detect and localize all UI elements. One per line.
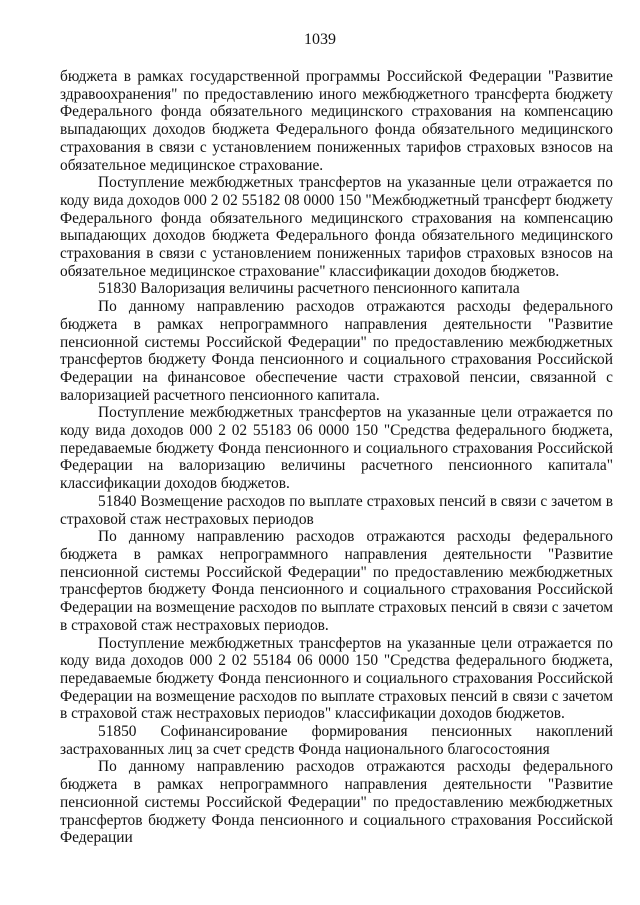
paragraph-revenue-55183: Поступление межбюджетных трансфертов на указанные цели отражается по коду вида доходов 000 2 02 55183 06 0000 150 "Средства федерального бюджета, передаваемые бюджету Фонда пенсионного и социального страхования Российской Федерации на валоризацию величины расчетного пенсионного капитала" классификации доходов бюджетов. <box>60 404 613 493</box>
paragraph-revenue-55182: Поступление межбюджетных трансфертов на указанные цели отражается по коду вида доходов 000 2 02 55182 08 0000 150 "Межбюджетный трансферт бюджету Федерального фонда обязательного медицинского страхования на компенсацию выпадающих доходов бюджета Федерального фонда обязательного медицинского страхования в связи с установлением пониженных тарифов страховых взносов на обязательное медицинское страхование" классификации доходов бюджетов. <box>60 174 613 280</box>
heading-51850: 51850 Софинансирование формирования пенсионных накоплений застрахованных лиц за счет средств Фонда национального благосостояния <box>60 723 613 758</box>
paragraph-expense-51830: По данному направлению расходов отражаются расходы федерального бюджета в рамках непрограммного направления деятельности "Развитие пенсионной системы Российской Федерации" по предоставлению межбюджетных трансфертов бюджету Фонда пенсионного и социального страхования Российской Федерации на финансовое обеспечение части страховой пенсии, связанной с валоризацией расчетного пенсионного капитала. <box>60 298 613 404</box>
paragraph-revenue-55184: Поступление межбюджетных трансфертов на указанные цели отражается по коду вида доходов 000 2 02 55184 06 0000 150 "Средства федерального бюджета, передаваемые бюджету Фонда пенсионного и социального страхования Российской Федерации на возмещение расходов по выплате страховых пенсий в связи с зачетом в страховой стаж нестраховых периодов" классификации доходов бюджетов. <box>60 634 613 723</box>
heading-51840: 51840 Возмещение расходов по выплате страховых пенсий в связи с зачетом в страховой стаж нестраховых периодов <box>60 492 613 528</box>
heading-51830: 51830 Валоризация величины расчетного пенсионного капитала <box>98 280 520 298</box>
paragraph-expense-51840: По данному направлению расходов отражаются расходы федерального бюджета в рамках непрограммного направления деятельности "Развитие пенсионной системы Российской Федерации" по предоставлению межбюджетных трансфертов бюджету Фонда пенсионного и социального страхования Российской Федерации на возмещение расходов по выплате страховых пенсий в связи с зачетом в страховой стаж нестраховых периодов. <box>60 528 613 634</box>
document-body <box>60 68 613 847</box>
paragraph-continuation: бюджета в рамках государственной программы Российской Федерации "Развитие здравоохранения" по предоставлению иного межбюджетного трансферта бюджету Федерального фонда обязательного медицинского страхования на компенсацию выпадающих доходов бюджета Федерального фонда обязательного медицинского страхования в связи с установлением пониженных тарифов страховых взносов на обязательное медицинское страхование. <box>60 68 613 174</box>
page-number: 1039 <box>304 31 336 48</box>
paragraph-expense-51850: По данному направлению расходов отражаются расходы федерального бюджета в рамках непрограммного направления деятельности "Развитие пенсионной системы Российской Федерации" по предоставлению межбюджетных трансфертов бюджету Фонда пенсионного и социального страхования Российской Федерации <box>60 758 613 847</box>
